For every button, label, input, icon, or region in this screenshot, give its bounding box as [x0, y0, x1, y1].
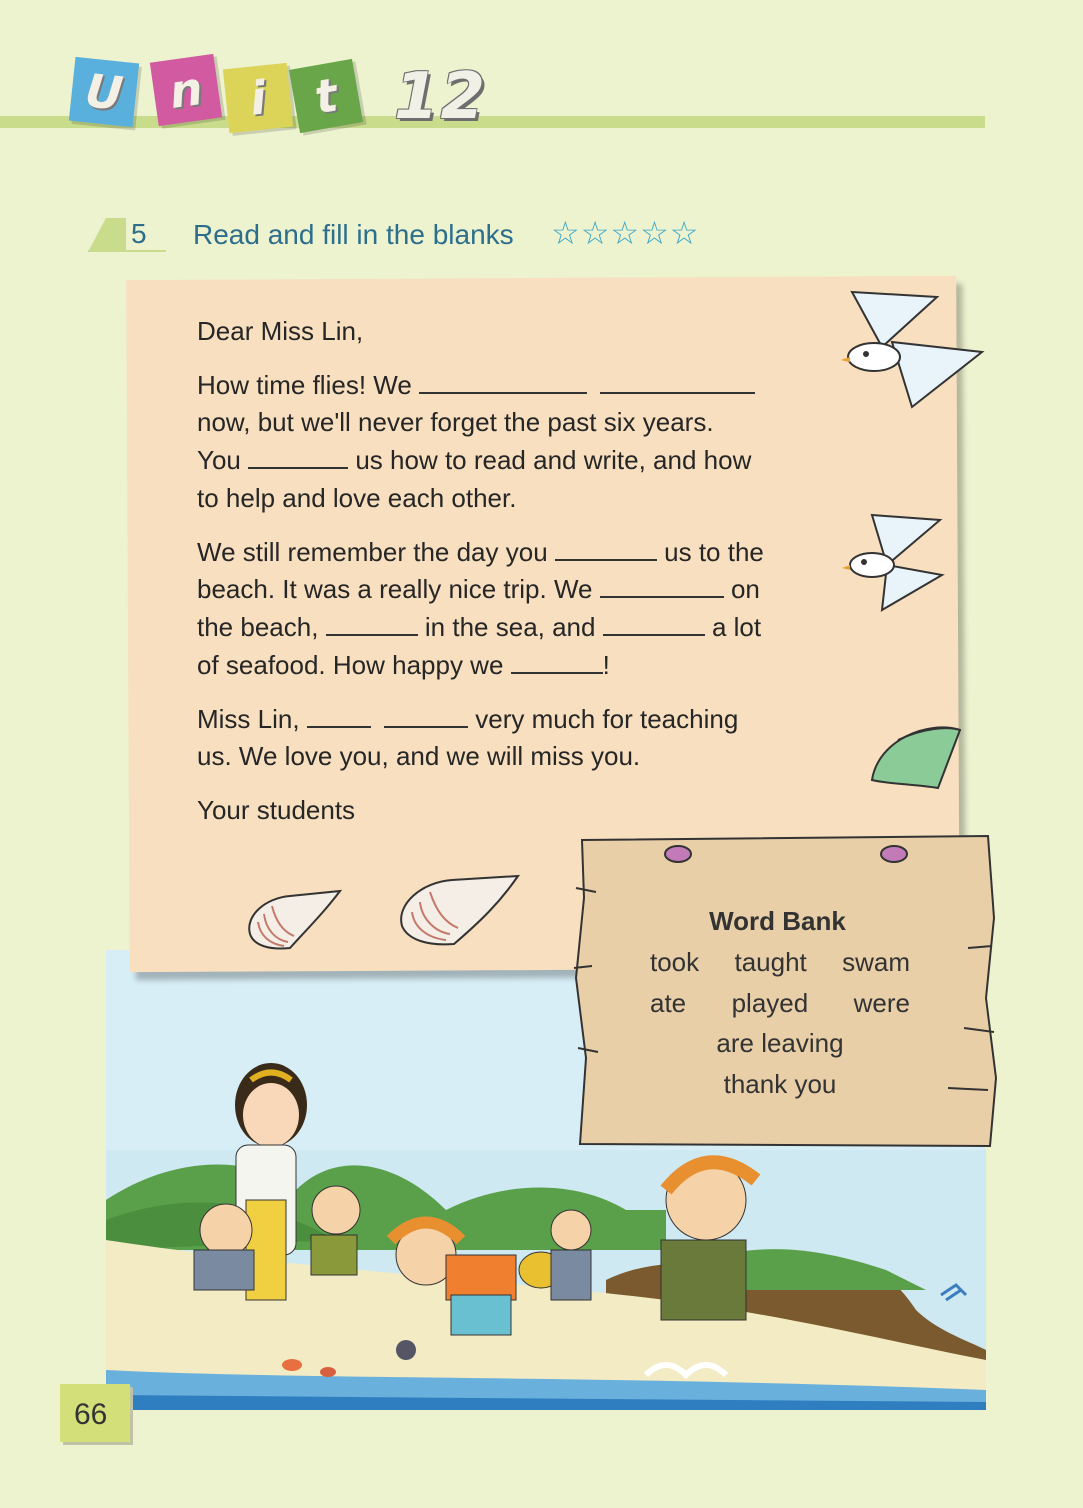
letter-text: the beach,	[197, 612, 319, 642]
word-bank-row	[640, 988, 920, 1019]
section-marker	[88, 218, 166, 252]
page-number: 66	[74, 1398, 108, 1431]
word-bank-row	[640, 947, 920, 978]
difficulty-stars: ☆☆☆☆☆	[551, 214, 700, 252]
blank-1[interactable]	[419, 366, 587, 394]
letter-greeting: Dear Miss Lin,	[197, 316, 364, 346]
letter-line	[197, 700, 738, 738]
word-option: ate	[650, 988, 687, 1018]
letter-line: us. We love you, and we will miss you.	[197, 741, 641, 771]
letter-text: in the sea, and	[424, 612, 596, 642]
letter-line	[197, 570, 760, 608]
blank-4[interactable]	[555, 533, 657, 561]
shell-icon	[868, 720, 968, 792]
blank-9[interactable]	[307, 700, 371, 728]
letter-text: How time flies! We	[197, 370, 412, 400]
letter-line: now, but we'll never forget the past six years.	[197, 407, 714, 437]
blank-8[interactable]	[511, 646, 603, 674]
letter-text: on	[730, 574, 760, 604]
letter-text: us to the	[664, 537, 764, 567]
unit-letter-i: i	[223, 63, 293, 133]
blank-10[interactable]	[384, 700, 468, 728]
letter-line	[197, 608, 761, 646]
letter-line: to help and love each other.	[197, 483, 517, 513]
seagull-icon	[842, 282, 990, 412]
unit-number: 12	[394, 60, 488, 134]
word-option: took	[650, 947, 700, 977]
word-bank-title: Word Bank	[709, 906, 846, 936]
letter-text: a lot	[711, 612, 762, 642]
conch-shell-icon	[392, 868, 522, 948]
word-option: taught	[734, 947, 807, 977]
letter-text: beach. It was a really nice trip. We	[197, 574, 593, 604]
letter-line	[197, 366, 755, 404]
header-rule	[0, 116, 985, 128]
blank-3[interactable]	[248, 441, 348, 469]
word-option: played	[731, 988, 809, 1018]
letter-text: of seafood. How happy we	[197, 650, 504, 680]
word-option: are leaving	[716, 1028, 844, 1058]
exercise-title: Read and fill in the blanks	[193, 219, 514, 250]
letter-text: !	[602, 650, 610, 680]
letter-line	[197, 441, 751, 479]
letter-line	[197, 646, 610, 684]
letter-text: Miss Lin,	[197, 704, 300, 734]
letter-text: very much for teaching	[475, 704, 739, 734]
blank-5[interactable]	[600, 570, 724, 598]
word-option: were	[853, 988, 910, 1018]
word-option: swam	[842, 947, 910, 977]
word-option: thank you	[723, 1069, 837, 1099]
blank-6[interactable]	[326, 608, 418, 636]
unit-letter-t: t	[289, 59, 363, 133]
letter-text: You	[197, 445, 241, 475]
seagull-icon	[842, 510, 952, 620]
conch-shell-icon	[240, 886, 344, 952]
blank-7[interactable]	[603, 608, 705, 636]
unit-letter-u: U	[69, 57, 139, 127]
letter-text: We still remember the day you	[197, 537, 548, 567]
letter-line	[197, 533, 764, 571]
unit-letter-n: n	[150, 54, 222, 126]
letter-signature: Your students	[197, 795, 356, 825]
letter-text: us how to read and write, and how	[355, 445, 752, 475]
blank-2[interactable]	[600, 366, 755, 394]
exercise-number: 5	[131, 218, 147, 249]
